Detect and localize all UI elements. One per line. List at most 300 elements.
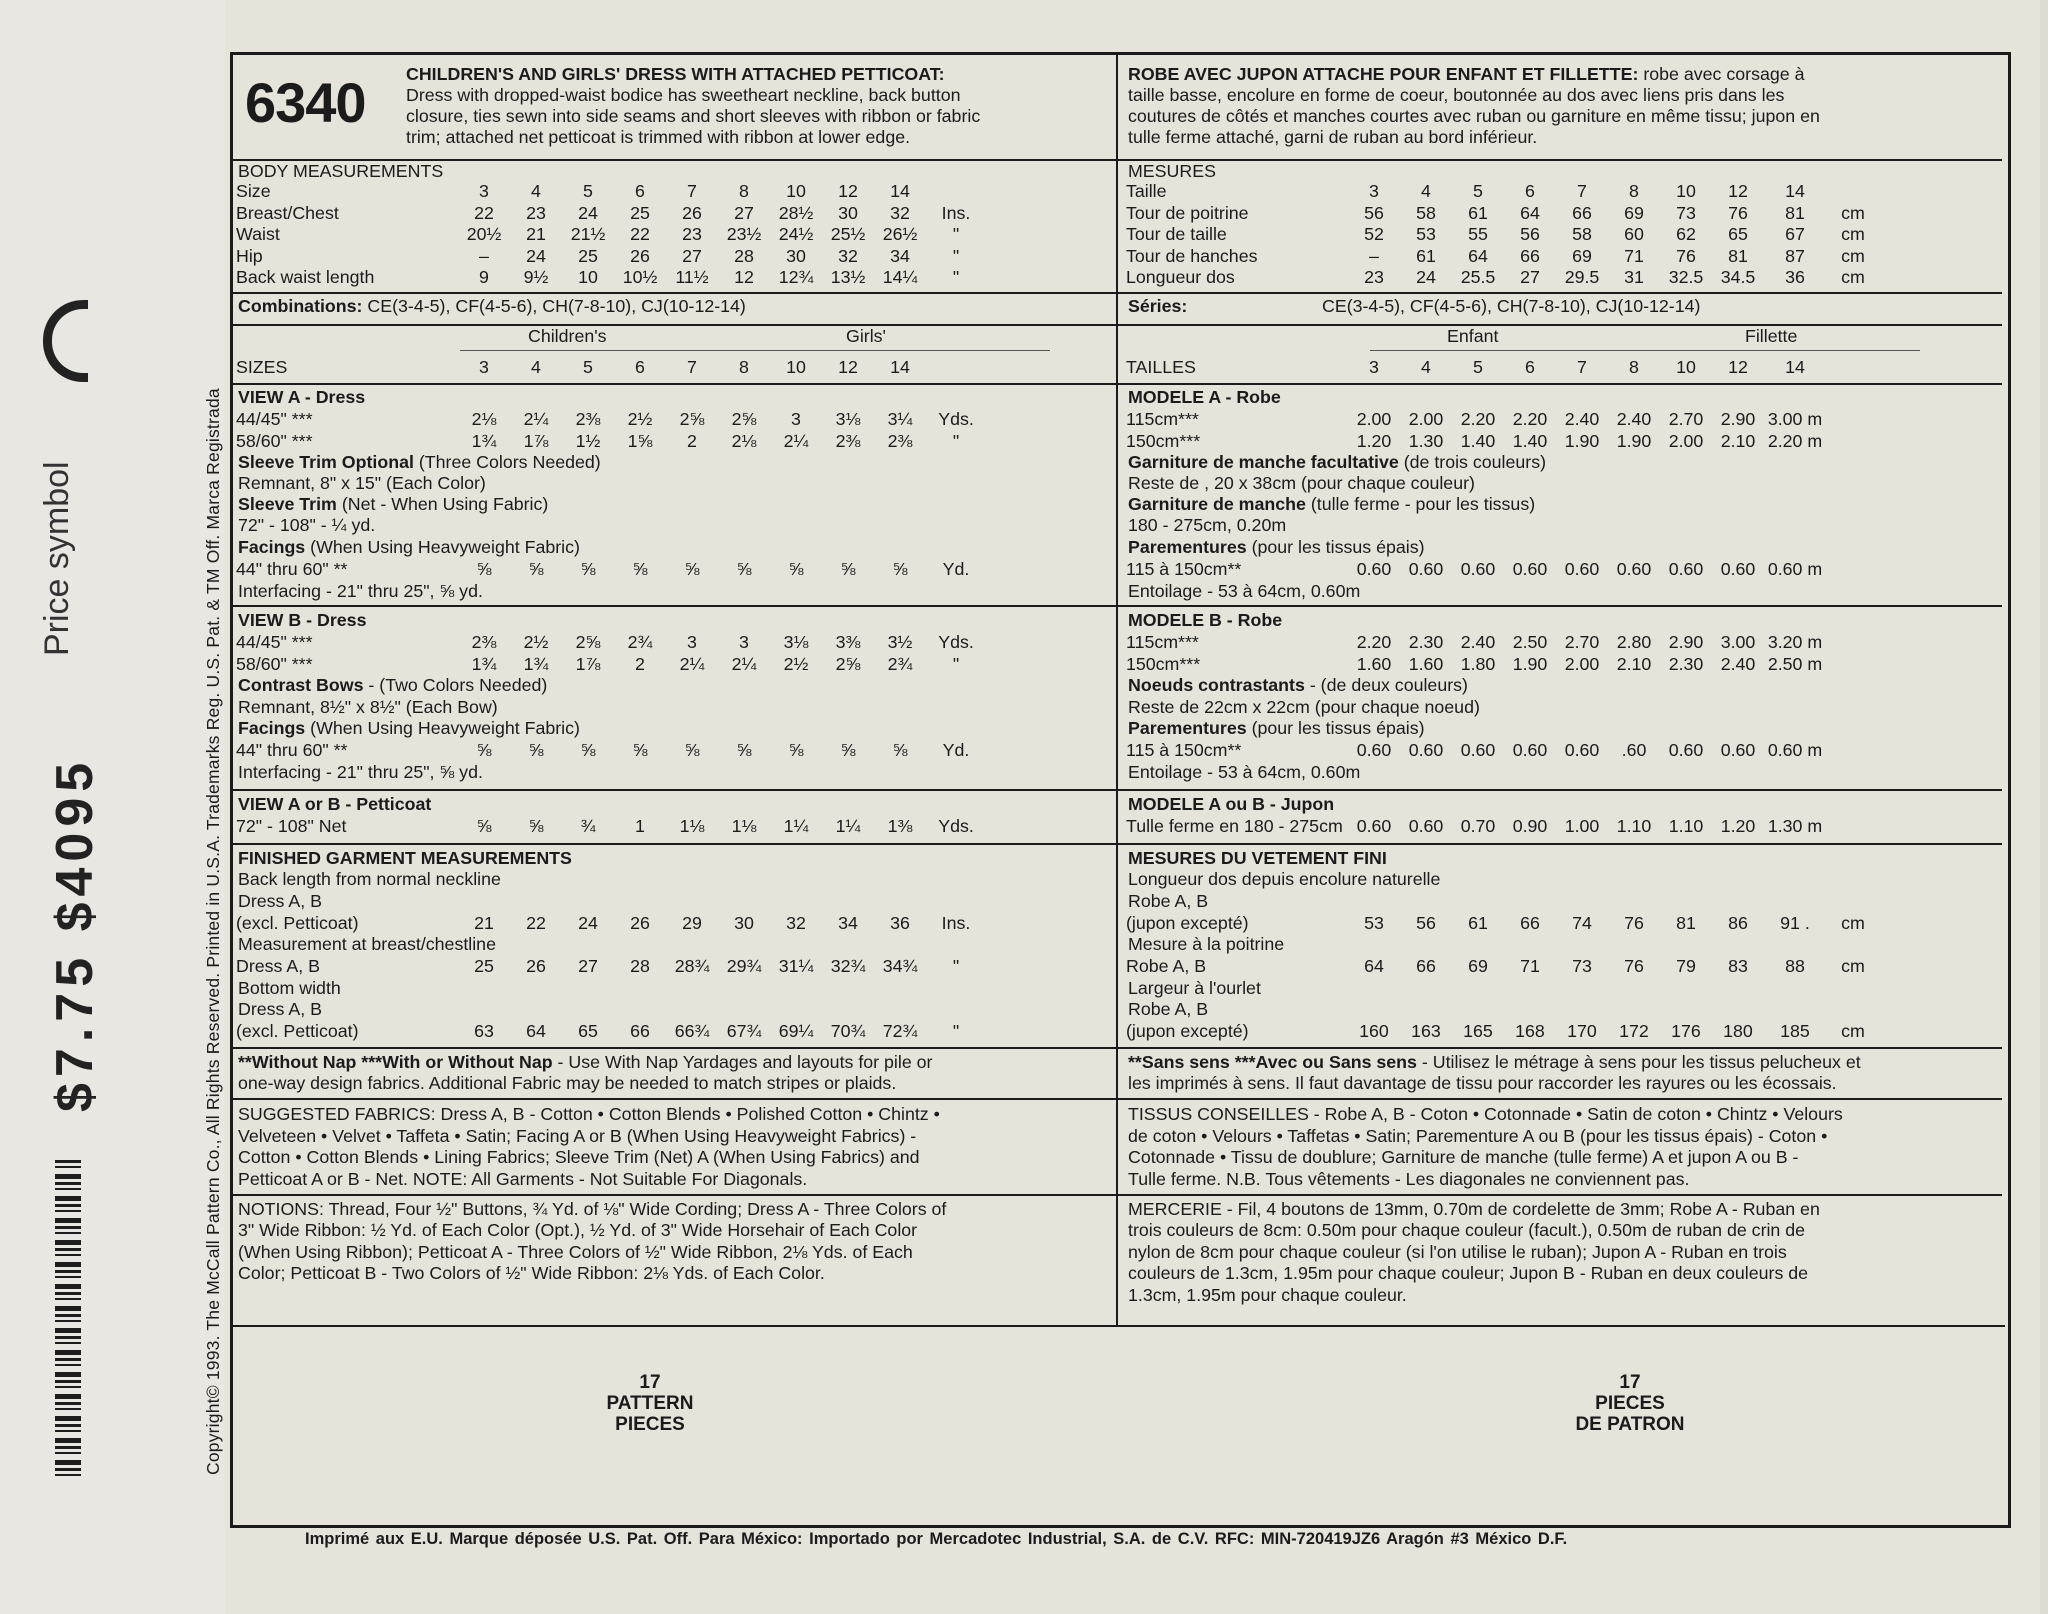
table-cell: 0.60: [1668, 740, 1704, 760]
table-cell: 1⅛: [679, 816, 705, 836]
table-cell: 1⅞: [575, 653, 601, 674]
table-cell: 2⅛: [471, 409, 497, 429]
size-cell: 14: [1785, 357, 1805, 377]
fr-title: ROBE AVEC JUPON ATTACHE POUR ENFANT ET FILLETTE:: [1128, 64, 1639, 84]
size-cell: 4: [1421, 357, 1431, 377]
table-cell: 30: [786, 245, 806, 266]
table-cell: 12¾: [778, 267, 814, 287]
divider: [1118, 1194, 2002, 1196]
fr-tissus-3: Cotonnade • Tissu de doublure; Garniture de manche (tulle ferme) A et jupon A ou B -: [1128, 1147, 1799, 1167]
table-cell: 1½: [575, 430, 601, 451]
fr-garniture-facultative: Garniture de manche facultative: [1128, 452, 1399, 472]
table-cell: 2½: [523, 632, 549, 652]
fr-desc-0: robe avec corsage à: [1638, 64, 1805, 84]
en-nap-note-2: one-way design fabrics. Additional Fabric may be needed to match stripes or plaids.: [238, 1073, 897, 1093]
table-cell: 3: [687, 632, 697, 652]
table-cell: 172: [1619, 1021, 1649, 1041]
size-cell: 3: [479, 357, 489, 377]
table-cell: 26: [526, 956, 546, 976]
table-cell: 3: [1369, 181, 1379, 201]
table-cell: 3: [479, 181, 489, 201]
table-cell: 0.60: [1512, 740, 1548, 760]
table-cell: 3⅜: [835, 632, 861, 652]
table-cell: ⅝: [580, 740, 596, 760]
table-cell: [1826, 181, 1880, 203]
en-sleeve-trim: Sleeve Trim: [238, 494, 337, 514]
table-cell: 8: [739, 181, 749, 201]
table-cell: 22: [474, 202, 494, 223]
table-cell: 0.60: [1356, 740, 1392, 760]
table-cell: 2.90: [1720, 409, 1756, 429]
en-nap-note: - Use With Nap Yardages and layouts for pile or: [552, 1052, 933, 1072]
table-cell: 2: [687, 430, 697, 451]
table-cell: 2¼: [783, 430, 809, 451]
table-cell: 1.90: [1512, 653, 1548, 674]
price-code: $7.75 $4095: [46, 756, 104, 1112]
table-cell: 63: [474, 1021, 494, 1041]
table-cell: 28½: [778, 202, 814, 223]
en-sleeve-trim-optional-note: (Three Colors Needed): [418, 452, 601, 472]
table-cell: Ins.: [941, 913, 971, 933]
table-cell: 2.90: [1668, 632, 1704, 652]
row-label: (jupon excepté): [1126, 1021, 1249, 1041]
fr-modele-ab-heading: MODELE A ou B - Jupon: [1128, 794, 1335, 814]
table-cell: 2.30: [1668, 653, 1704, 674]
table-cell: 27: [578, 956, 598, 976]
row-label: 44/45" ***: [236, 632, 313, 652]
fr-garniture: Garniture de manche: [1128, 494, 1306, 514]
fr-parementures-a: Parementures: [1128, 537, 1247, 557]
table-cell: 7: [1577, 181, 1587, 201]
table-cell: 34: [838, 913, 858, 933]
en-back-length-row: [236, 913, 986, 935]
row-label: Size: [236, 181, 271, 201]
table-cell: 1.60: [1408, 653, 1444, 674]
table-cell: 9: [479, 267, 489, 287]
en-body-measurements-heading: BODY MEASUREMENTS: [238, 161, 444, 181]
table-cell: [926, 181, 986, 203]
row-label: 115cm***: [1126, 632, 1199, 652]
divider: [233, 1098, 1116, 1100]
table-cell: 56: [1416, 913, 1436, 933]
divider: [1118, 605, 2002, 607]
en-desc-1: Dress with dropped-waist bodice has sweetheart neckline, back button: [406, 85, 961, 105]
table-cell: 87: [1785, 245, 1805, 266]
size-cell: [926, 357, 986, 379]
fr-longueur-row: [1126, 913, 1880, 935]
table-cell: 0.60: [1460, 740, 1496, 760]
table-cell: 5: [1473, 181, 1483, 201]
table-cell: 34¾: [882, 956, 918, 976]
barcode: [55, 1160, 81, 1480]
size-cell: 6: [635, 357, 645, 377]
table-cell: 27: [682, 245, 702, 266]
table-cell: 61: [1468, 913, 1488, 933]
sizes-label: SIZES: [236, 357, 288, 377]
table-cell: 79: [1676, 956, 1696, 976]
fr-parementures-b-note: (pour les tissus épais): [1251, 718, 1425, 738]
size-cell: 5: [583, 357, 593, 377]
row-label: 72" - 108" Net: [236, 816, 347, 836]
table-cell: 52: [1364, 224, 1384, 244]
table-cell: 3.00 m: [1767, 409, 1823, 429]
en-fabrics-3: Cotton • Cotton Blends • Lining Fabrics; Sleeve Trim (Net) A (When Using Fabrics) and: [238, 1147, 920, 1167]
en-dress-ab-1: Dress A, B: [238, 891, 322, 911]
table-cell: 26½: [882, 224, 918, 244]
divider: [233, 843, 1116, 845]
fr-modele-a-heading: MODELE A - Robe: [1128, 387, 1281, 407]
fr-parementures-a-row: [1126, 559, 1880, 581]
row-label: Tour de hanches: [1126, 245, 1258, 266]
table-cell: 3.20 m: [1767, 632, 1823, 652]
fr-entoilage-a: Entoilage - 53 à 64cm, 0.60m: [1128, 581, 1361, 601]
fr-robe-ab-1: Robe A, B: [1128, 891, 1209, 911]
table-cell: 1¾: [523, 653, 549, 674]
copyright-notice: Copyright© 1993. The McCall Pattern Co., All Rights Reserved. Printed in U.S.A. Trademarks Reg. U.S. Pat. & TM Off. Marca Registrada: [203, 388, 223, 1475]
table-cell: 66: [1416, 956, 1436, 976]
fr-mercerie-1: MERCERIE - Fil, 4 boutons de 13mm, 0.70m de cordelette de 3mm; Robe A - Ruban en: [1128, 1199, 1820, 1219]
table-cell: 73: [1572, 956, 1592, 976]
table-cell: 72¾: [882, 1021, 918, 1041]
divider: [1118, 383, 2002, 385]
table-cell: 64: [1520, 202, 1540, 223]
size-cell: 8: [1629, 357, 1639, 377]
row-label: Hip: [236, 245, 263, 266]
fr-desc-1: taille basse, encolure en forme de coeur, boutonnée au dos avec liens pris dans les: [1128, 85, 1785, 105]
table-cell: 9½: [523, 267, 549, 287]
style-number: 6340: [245, 71, 366, 134]
divider: [1118, 1098, 2002, 1100]
table-cell: 11½: [675, 267, 709, 287]
table-cell: 28: [630, 956, 650, 976]
table-cell: 2.70: [1668, 409, 1704, 429]
table-cell: 14: [1785, 181, 1805, 201]
row-label: 58/60" ***: [236, 430, 313, 451]
en-interfacing-a: Interfacing - 21" thru 25", ⅝ yd.: [238, 581, 483, 601]
table-cell: ⅝: [528, 559, 544, 579]
table-cell: ⅝: [476, 816, 492, 836]
table-cell: 10: [1676, 181, 1696, 201]
divider: [1118, 292, 2002, 294]
table-cell: 10: [786, 181, 806, 201]
en-petticoat-row: [236, 816, 986, 838]
table-cell: 1¼: [835, 816, 861, 836]
table-cell: 67¾: [726, 1021, 762, 1041]
envelope-side-strip: [0, 0, 225, 1614]
table-cell: 58: [1416, 202, 1436, 223]
table-cell: 1: [635, 816, 645, 836]
size-cell: 3: [1369, 357, 1379, 377]
table-cell: 163: [1411, 1021, 1441, 1041]
fr-tissus-1: TISSUS CONSEILLES - Robe A, B - Coton • Cotonnade • Satin de coton • Chintz • Velours: [1128, 1104, 1843, 1124]
fr-reste-b: Reste de 22cm x 22cm (pour chaque noeud): [1128, 697, 1480, 717]
table-cell: 73: [1676, 202, 1696, 223]
row-label: Tour de taille: [1126, 224, 1227, 244]
row-label: (jupon excepté): [1126, 913, 1249, 933]
fr-mesures-heading: MESURES: [1128, 161, 1216, 181]
fr-parementures-a-note: (pour les tissus épais): [1251, 537, 1425, 557]
en-breast-line: Measurement at breast/chestline: [238, 934, 496, 954]
table-cell: 168: [1515, 1021, 1545, 1041]
table-cell: 176: [1671, 1021, 1701, 1041]
table-cell: 76: [1624, 913, 1644, 933]
en-view-b-heading: VIEW B - Dress: [238, 610, 367, 630]
table-cell: –: [1369, 245, 1379, 266]
fr-jupon-row: [1126, 816, 1880, 838]
table-cell: 32.5: [1668, 267, 1704, 287]
table-cell: 1¾: [471, 653, 497, 674]
fr-series: CE(3-4-5), CF(4-5-6), CH(7-8-10), CJ(10-12-14): [1322, 296, 1701, 316]
fr-garniture-note: (tulle ferme - pour les tissus): [1310, 494, 1536, 514]
table-cell: 23: [526, 202, 546, 223]
fr-noeuds: Noeuds contrastants: [1128, 675, 1305, 695]
fr-robe-ab-2: Robe A, B: [1128, 999, 1209, 1019]
row-label: 150cm***: [1126, 653, 1201, 674]
en-title: CHILDREN'S AND GIRLS' DRESS WITH ATTACHED PETTICOAT:: [406, 64, 945, 84]
en-finished-heading: FINISHED GARMENT MEASUREMENTS: [238, 848, 572, 868]
table-cell: 2.40: [1720, 653, 1756, 674]
table-cell: 22: [630, 224, 650, 244]
table-cell: 69¼: [778, 1021, 814, 1041]
table-cell: 23½: [726, 224, 762, 244]
table-cell: 1⅝: [627, 430, 653, 451]
table-cell: 58: [1572, 224, 1592, 244]
table-cell: 12: [838, 181, 858, 201]
table-cell: [1826, 632, 1880, 654]
row-label: 58/60" ***: [236, 653, 313, 674]
childrens-underline: [460, 350, 745, 351]
table-cell: 81: [1728, 245, 1748, 266]
table-cell: 28: [734, 245, 754, 266]
row-label: 115cm***: [1126, 409, 1199, 429]
table-cell: 2⅛: [731, 430, 757, 451]
fr-desc-3: tulle ferme attaché, garni de ruban au bord inférieur.: [1128, 127, 1538, 147]
en-notions-2: 3" Wide Ribbon: ½ Yd. of Each Color (Opt.), ½ Yd. of 3" Wide Horsehair of Each Color: [238, 1220, 918, 1240]
table-cell: 29¾: [726, 956, 762, 976]
table-cell: 0.60: [1356, 816, 1392, 836]
table-cell: ⅝: [736, 559, 752, 579]
en-girls-label: Girls': [846, 326, 886, 346]
fr-mercerie-2: trois couleurs de 8cm: 0.50m pour chaque couleur (facult.), 0.50m de ruban de crin de: [1128, 1220, 1806, 1240]
table-cell: 74: [1572, 913, 1592, 933]
table-cell: 1.90: [1616, 430, 1652, 451]
en-fabrics-4: Petticoat A or B - Net. NOTE: All Garments - Not Suitable For Diagonals.: [238, 1169, 808, 1189]
en-combinations-label: Combinations:: [238, 296, 363, 316]
row-label: Tulle ferme en 180 - 275cm: [1126, 816, 1343, 836]
table-cell: cm: [1841, 267, 1865, 287]
table-cell: 0.70: [1460, 816, 1496, 836]
table-cell: ⅝: [892, 559, 908, 579]
table-cell: 12: [734, 267, 754, 287]
row-label: Breast/Chest: [236, 202, 339, 223]
table-cell: 2½: [627, 409, 653, 429]
table-cell: 1⅜: [887, 816, 913, 836]
en-body-measurements-table: [236, 181, 986, 289]
en-sizes-row: [236, 357, 986, 379]
table-cell: 67: [1785, 224, 1805, 244]
table-cell: 32: [890, 202, 910, 223]
en-interfacing-b: Interfacing - 21" thru 25", ⅝ yd.: [238, 762, 483, 782]
table-cell: 14: [890, 181, 910, 201]
fr-pieces-count: 17: [1619, 1372, 1641, 1393]
table-cell: ": [952, 653, 960, 674]
table-cell: 0.60: [1668, 559, 1704, 579]
table-cell: 81: [1785, 202, 1805, 223]
fr-garniture-facultative-note: (de trois couleurs): [1403, 452, 1547, 472]
en-bottom-width: Bottom width: [238, 978, 341, 998]
fr-sens-note: - Utilisez le métrage à sens pour les tissus pelucheux et: [1416, 1052, 1861, 1072]
en-remnant-b: Remnant, 8½" x 8½" (Each Bow): [238, 697, 498, 717]
table-cell: ⅝: [684, 559, 700, 579]
table-cell: 76: [1676, 245, 1696, 266]
table-cell: ": [952, 1021, 960, 1041]
footer-legal: Imprimé aux E.U. Marque déposée U.S. Pat. Off. Para México: Importado por Mercadotec Industrial, S.A. de C.V. RFC: MIN-720419JZ6 Aragón #3 México D.F.: [305, 1530, 1568, 1548]
size-cell: 7: [687, 357, 697, 377]
table-cell: 3½: [887, 632, 913, 652]
table-cell: 2¾: [627, 632, 653, 652]
divider: [1118, 843, 2002, 845]
fr-modele-a-metrage: [1126, 409, 1880, 452]
table-cell: 0.60: [1408, 559, 1444, 579]
table-cell: ¾: [580, 816, 596, 836]
row-label: 44/45" ***: [236, 409, 313, 429]
table-cell: 2.00: [1408, 409, 1444, 429]
table-cell: 56: [1364, 202, 1384, 223]
table-cell: 1¼: [783, 816, 809, 836]
en-facings-a: Facings: [238, 537, 306, 557]
fr-mercerie-4: couleurs de 1.3cm, 1.95m pour chaque couleur; Jupon B - Ruban en deux couleurs de: [1128, 1263, 1809, 1283]
table-cell: 20½: [466, 224, 502, 244]
divider: [1118, 324, 2002, 326]
table-cell: 1.30: [1408, 430, 1444, 451]
table-cell: 3¼: [887, 409, 913, 429]
table-cell: 2.10: [1720, 430, 1756, 451]
en-desc-3: trim; attached net petticoat is trimmed with ribbon at lower edge.: [406, 127, 911, 147]
table-cell: 66¾: [674, 1021, 710, 1041]
divider: [1118, 159, 2002, 161]
table-cell: 26: [630, 245, 650, 266]
table-cell: 24: [578, 202, 598, 223]
table-cell: 1.10: [1616, 816, 1652, 836]
table-cell: 83: [1728, 956, 1748, 976]
table-cell: 0.60: [1460, 559, 1496, 579]
table-cell: [1826, 654, 1880, 676]
divider-pieces: [233, 1325, 2005, 1327]
table-cell: 185: [1780, 1021, 1810, 1041]
table-cell: 2⅝: [679, 409, 705, 429]
table-cell: ⅝: [840, 740, 856, 760]
en-nap-note-head: **Without Nap ***With or Without Nap: [238, 1052, 553, 1072]
table-cell: 10½: [622, 267, 658, 287]
table-cell: 2⅜: [471, 632, 497, 652]
en-fabrics-2: Velveteen • Velvet • Taffeta • Satin; Facing A or B (When Using Heavyweight Fabrics) -: [238, 1126, 917, 1146]
fr-sens-note-2: les imprimés à sens. Il faut davantage de tissu pour raccorder les rayures ou les écossais.: [1128, 1073, 1837, 1093]
row-label: Dress A, B: [236, 956, 320, 976]
row-label: (excl. Petticoat): [236, 913, 359, 933]
table-cell: 29: [682, 913, 702, 933]
table-cell: 21: [526, 224, 546, 244]
en-pieces-count: 17: [639, 1372, 661, 1393]
table-cell: 180: [1723, 1021, 1753, 1041]
row-label: (excl. Petticoat): [236, 1021, 359, 1041]
fr-garniture-amount: 180 - 275cm, 0.20m: [1128, 515, 1287, 535]
fr-fini-heading: MESURES DU VETEMENT FINI: [1128, 848, 1387, 868]
table-cell: 1.20: [1356, 430, 1392, 451]
table-cell: 25: [630, 202, 650, 223]
table-cell: 30: [838, 202, 858, 223]
sizes-label: TAILLES: [1126, 357, 1196, 377]
fillette-underline: [1628, 350, 1920, 351]
table-cell: 28¾: [674, 956, 710, 976]
table-cell: 6: [1525, 181, 1535, 201]
table-cell: [1826, 816, 1880, 838]
table-cell: ⅝: [788, 559, 804, 579]
table-cell: 0.60: [1408, 816, 1444, 836]
table-cell: 1.40: [1512, 430, 1548, 451]
en-back-length: Back length from normal neckline: [238, 869, 501, 889]
table-cell: 3: [791, 409, 801, 429]
row-label: Waist: [236, 224, 280, 244]
table-cell: 2.20 m: [1767, 430, 1823, 451]
table-cell: 24½: [778, 224, 814, 244]
table-cell: 27: [734, 202, 754, 223]
en-view-a-yardage: [236, 409, 986, 452]
table-cell: 6: [635, 181, 645, 201]
table-cell: [1826, 740, 1880, 762]
column-divider: [1116, 55, 1118, 1325]
en-notions-4: Color; Petticoat B - Two Colors of ½" Wide Ribbon: 2⅛ Yds. of Each Color.: [238, 1263, 825, 1283]
table-cell: 0.60: [1512, 559, 1548, 579]
fr-mesure-poitrine: Mesure à la poitrine: [1128, 934, 1285, 954]
table-cell: 69: [1572, 245, 1592, 266]
row-label: Robe A, B: [1126, 956, 1207, 976]
row-label: Taille: [1126, 181, 1167, 201]
table-cell: cm: [1841, 224, 1865, 244]
size-cell: [1826, 357, 1880, 379]
table-cell: 21: [474, 913, 494, 933]
divider: [233, 383, 1116, 385]
en-remnant-a: Remnant, 8" x 15" (Each Color): [238, 473, 486, 493]
table-cell: [1826, 559, 1880, 581]
table-cell: ⅝: [476, 740, 492, 760]
table-cell: 2⅜: [575, 409, 601, 429]
en-pieces-label-2: PIECES: [615, 1414, 685, 1435]
table-cell: 1⅞: [523, 430, 549, 451]
table-cell: 32: [786, 913, 806, 933]
table-cell: 1.00: [1564, 816, 1600, 836]
table-cell: Ins.: [941, 202, 971, 223]
en-breast-row: [236, 956, 986, 978]
table-cell: 24: [1416, 267, 1436, 287]
table-cell: 65: [1728, 224, 1748, 244]
fr-poitrine-row: [1126, 956, 1880, 978]
table-cell: ⅝: [528, 740, 544, 760]
en-facings-b-row: [236, 740, 986, 762]
en-fabrics-1: SUGGESTED FABRICS: Dress A, B - Cotton • Cotton Blends • Polished Cotton • Chintz •: [238, 1104, 940, 1124]
table-cell: Yds.: [938, 409, 974, 429]
table-cell: 31: [1624, 267, 1644, 287]
size-cell: 14: [890, 357, 910, 377]
divider: [233, 1194, 1116, 1196]
table-cell: [1826, 431, 1880, 453]
enfant-underline: [1370, 350, 1650, 351]
girls-underline: [715, 350, 1050, 351]
table-cell: 64: [526, 1021, 546, 1041]
table-cell: 27: [1520, 267, 1540, 287]
table-cell: 2.20: [1460, 409, 1496, 429]
table-cell: 2.00: [1564, 653, 1600, 674]
fr-largeur: Largeur à l'ourlet: [1128, 978, 1261, 998]
